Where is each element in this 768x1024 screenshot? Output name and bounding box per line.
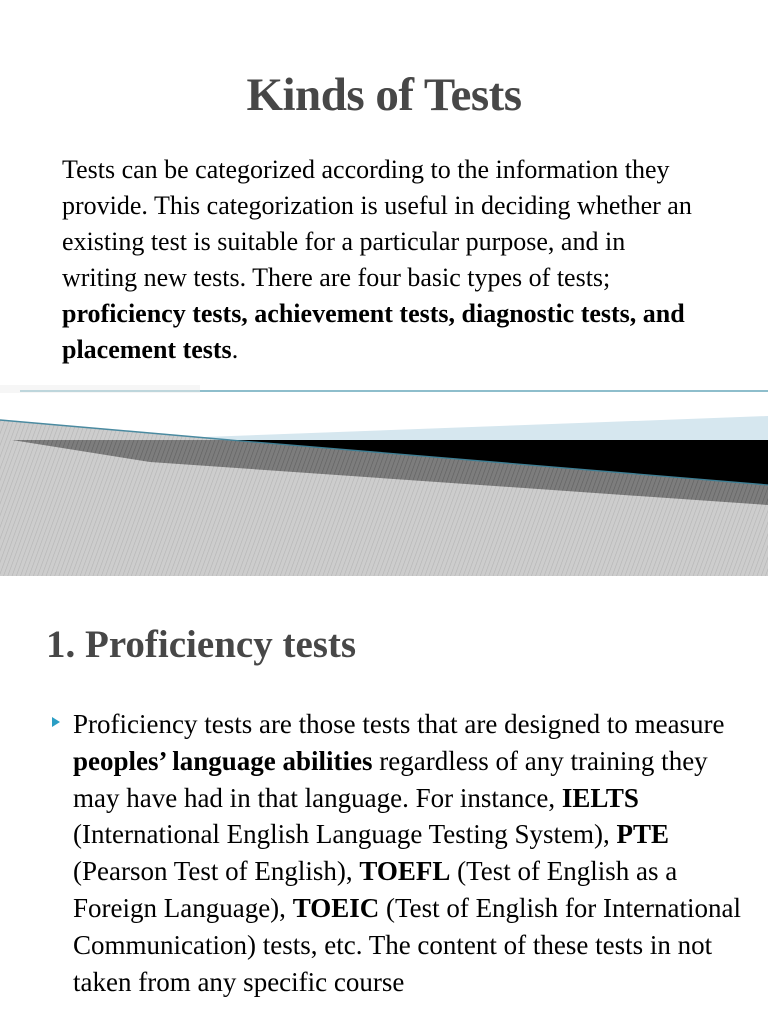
bold-run: TOEIC (292, 892, 380, 923)
text-run: (Test of English for International Communication) tests, etc. The content of these tests in not taken from any specific course (73, 892, 741, 997)
intro-text: Tests can be categorized according to the information they provide. This categorization is useful in deciding whether an existing test is suitable for a particular purpose, and in writing new tests. There are four basic types of tests; (62, 155, 692, 292)
bullet-item (52, 706, 752, 1000)
intro-end: . (231, 335, 239, 364)
text-run: Proficiency tests are those tests that are designed to measure (73, 709, 725, 739)
text-run: (Pearson Test of English), (73, 856, 360, 887)
section-heading: 1. Proficiency tests (46, 623, 357, 666)
text-run: (Test of English as a Foreign Language), (73, 856, 678, 923)
decorative-band (0, 380, 768, 576)
bold-run: IELTS (561, 782, 639, 813)
bold-run: TOEFL (359, 856, 451, 887)
text-run: regardless of any training they may have had in that language. For instance, (73, 745, 708, 813)
slide-title: Kinds of Tests (246, 69, 522, 121)
bold-run: PTE (616, 819, 670, 850)
intro-bold-types: proficiency tests, achievement tests, diagnostic tests, and placement tests (62, 299, 685, 364)
text-run: (International English Language Testing System), (73, 819, 617, 850)
intro-paragraph (62, 152, 702, 368)
bold-run: peoples’ language abilities (73, 745, 373, 776)
bullet-text (73, 706, 752, 1000)
triangle-right-icon (52, 717, 60, 727)
